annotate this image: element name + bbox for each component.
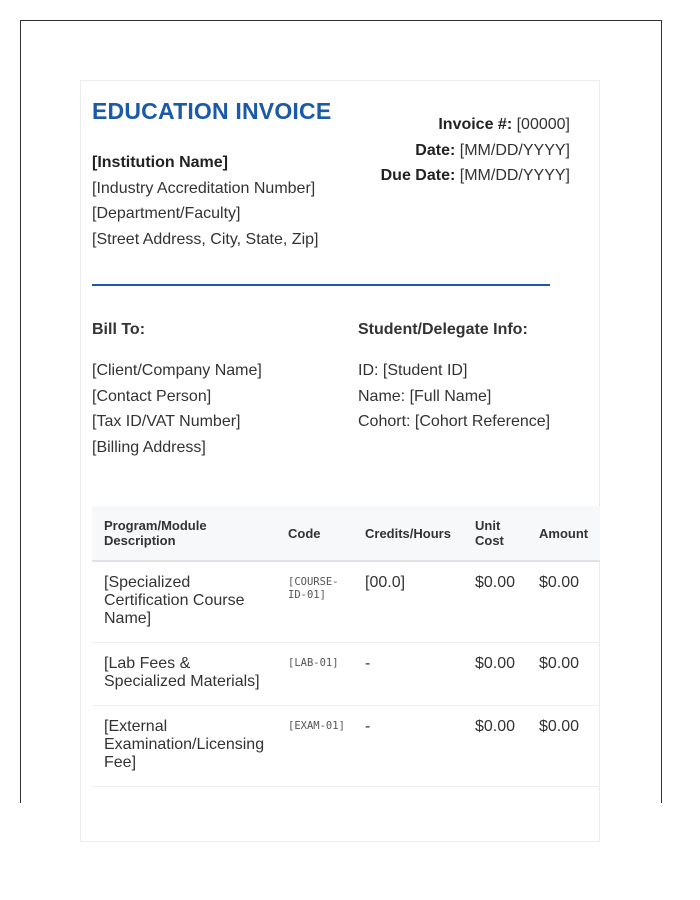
row-code: [LAB-01] (276, 643, 353, 706)
department: [Department/Faculty] (92, 205, 241, 222)
contact-person: [Contact Person] (92, 387, 212, 405)
due-date-value: [MM/DD/YYYY] (459, 167, 570, 184)
client-name: [Client/Company Name] (92, 362, 262, 379)
row-amount: $0.00 (527, 643, 600, 706)
bill-to-heading: Bill To: (92, 321, 146, 338)
invoice-number-label: Invoice #: (438, 116, 513, 133)
row-unit-cost: $0.00 (463, 706, 527, 787)
row-amount: $0.00 (527, 706, 600, 787)
billing-address: [Billing Address] (92, 438, 206, 456)
row-credits: - (353, 643, 463, 706)
invoice-date-label: Date: (415, 141, 456, 159)
row-description: [Specialized Certification Course Name] (92, 561, 276, 643)
line-items-table (92, 506, 600, 787)
header-amount: Amount (527, 506, 600, 561)
table-row (92, 643, 600, 706)
invoice-date-row (381, 138, 570, 164)
row-description: [External Examination/Licensing Fee] (92, 706, 276, 787)
institution-block (92, 150, 318, 252)
table-row (92, 561, 600, 643)
row-credits: [00.0] (353, 561, 463, 643)
institution-name: [Institution Name] (92, 154, 228, 171)
header-credits: Credits/Hours (353, 506, 463, 561)
row-description: [Lab Fees & Specialized Materials] (92, 643, 276, 706)
table-header-row (92, 506, 600, 561)
header-description: Program/Module Description (92, 506, 276, 561)
row-code: [COURSE-ID-01] (276, 561, 353, 643)
row-unit-cost: $0.00 (463, 561, 527, 643)
invoice-meta (381, 112, 570, 189)
table-row (92, 706, 600, 787)
student-id: ID: [Student ID] (358, 362, 468, 379)
bill-to-block (92, 358, 262, 460)
row-code: [EXAM-01] (276, 706, 353, 787)
row-amount: $0.00 (527, 561, 600, 643)
row-credits: - (353, 706, 463, 787)
student-info-heading: Student/Delegate Info: (358, 321, 528, 338)
institution-address: [Street Address, City, State, Zip] (92, 230, 319, 248)
header-unit-cost: Unit Cost (463, 506, 527, 561)
invoice-date-value: [MM/DD/YYYY] (459, 141, 570, 159)
accreditation-number: [Industry Accreditation Number] (92, 179, 316, 197)
row-unit-cost: $0.00 (463, 643, 527, 706)
due-date-label: Due Date: (380, 167, 456, 184)
invoice-title: EDUCATION INVOICE (92, 98, 332, 124)
invoice-number-value: [00000] (516, 116, 570, 133)
header-divider (92, 284, 550, 286)
header-code: Code (276, 506, 353, 561)
tax-id: [Tax ID/VAT Number] (92, 413, 241, 430)
invoice-number-row (381, 112, 570, 138)
student-name: Name: [Full Name] (358, 387, 492, 405)
student-info-block (358, 358, 550, 435)
student-cohort: Cohort: [Cohort Reference] (358, 413, 551, 430)
due-date-row (381, 163, 570, 189)
